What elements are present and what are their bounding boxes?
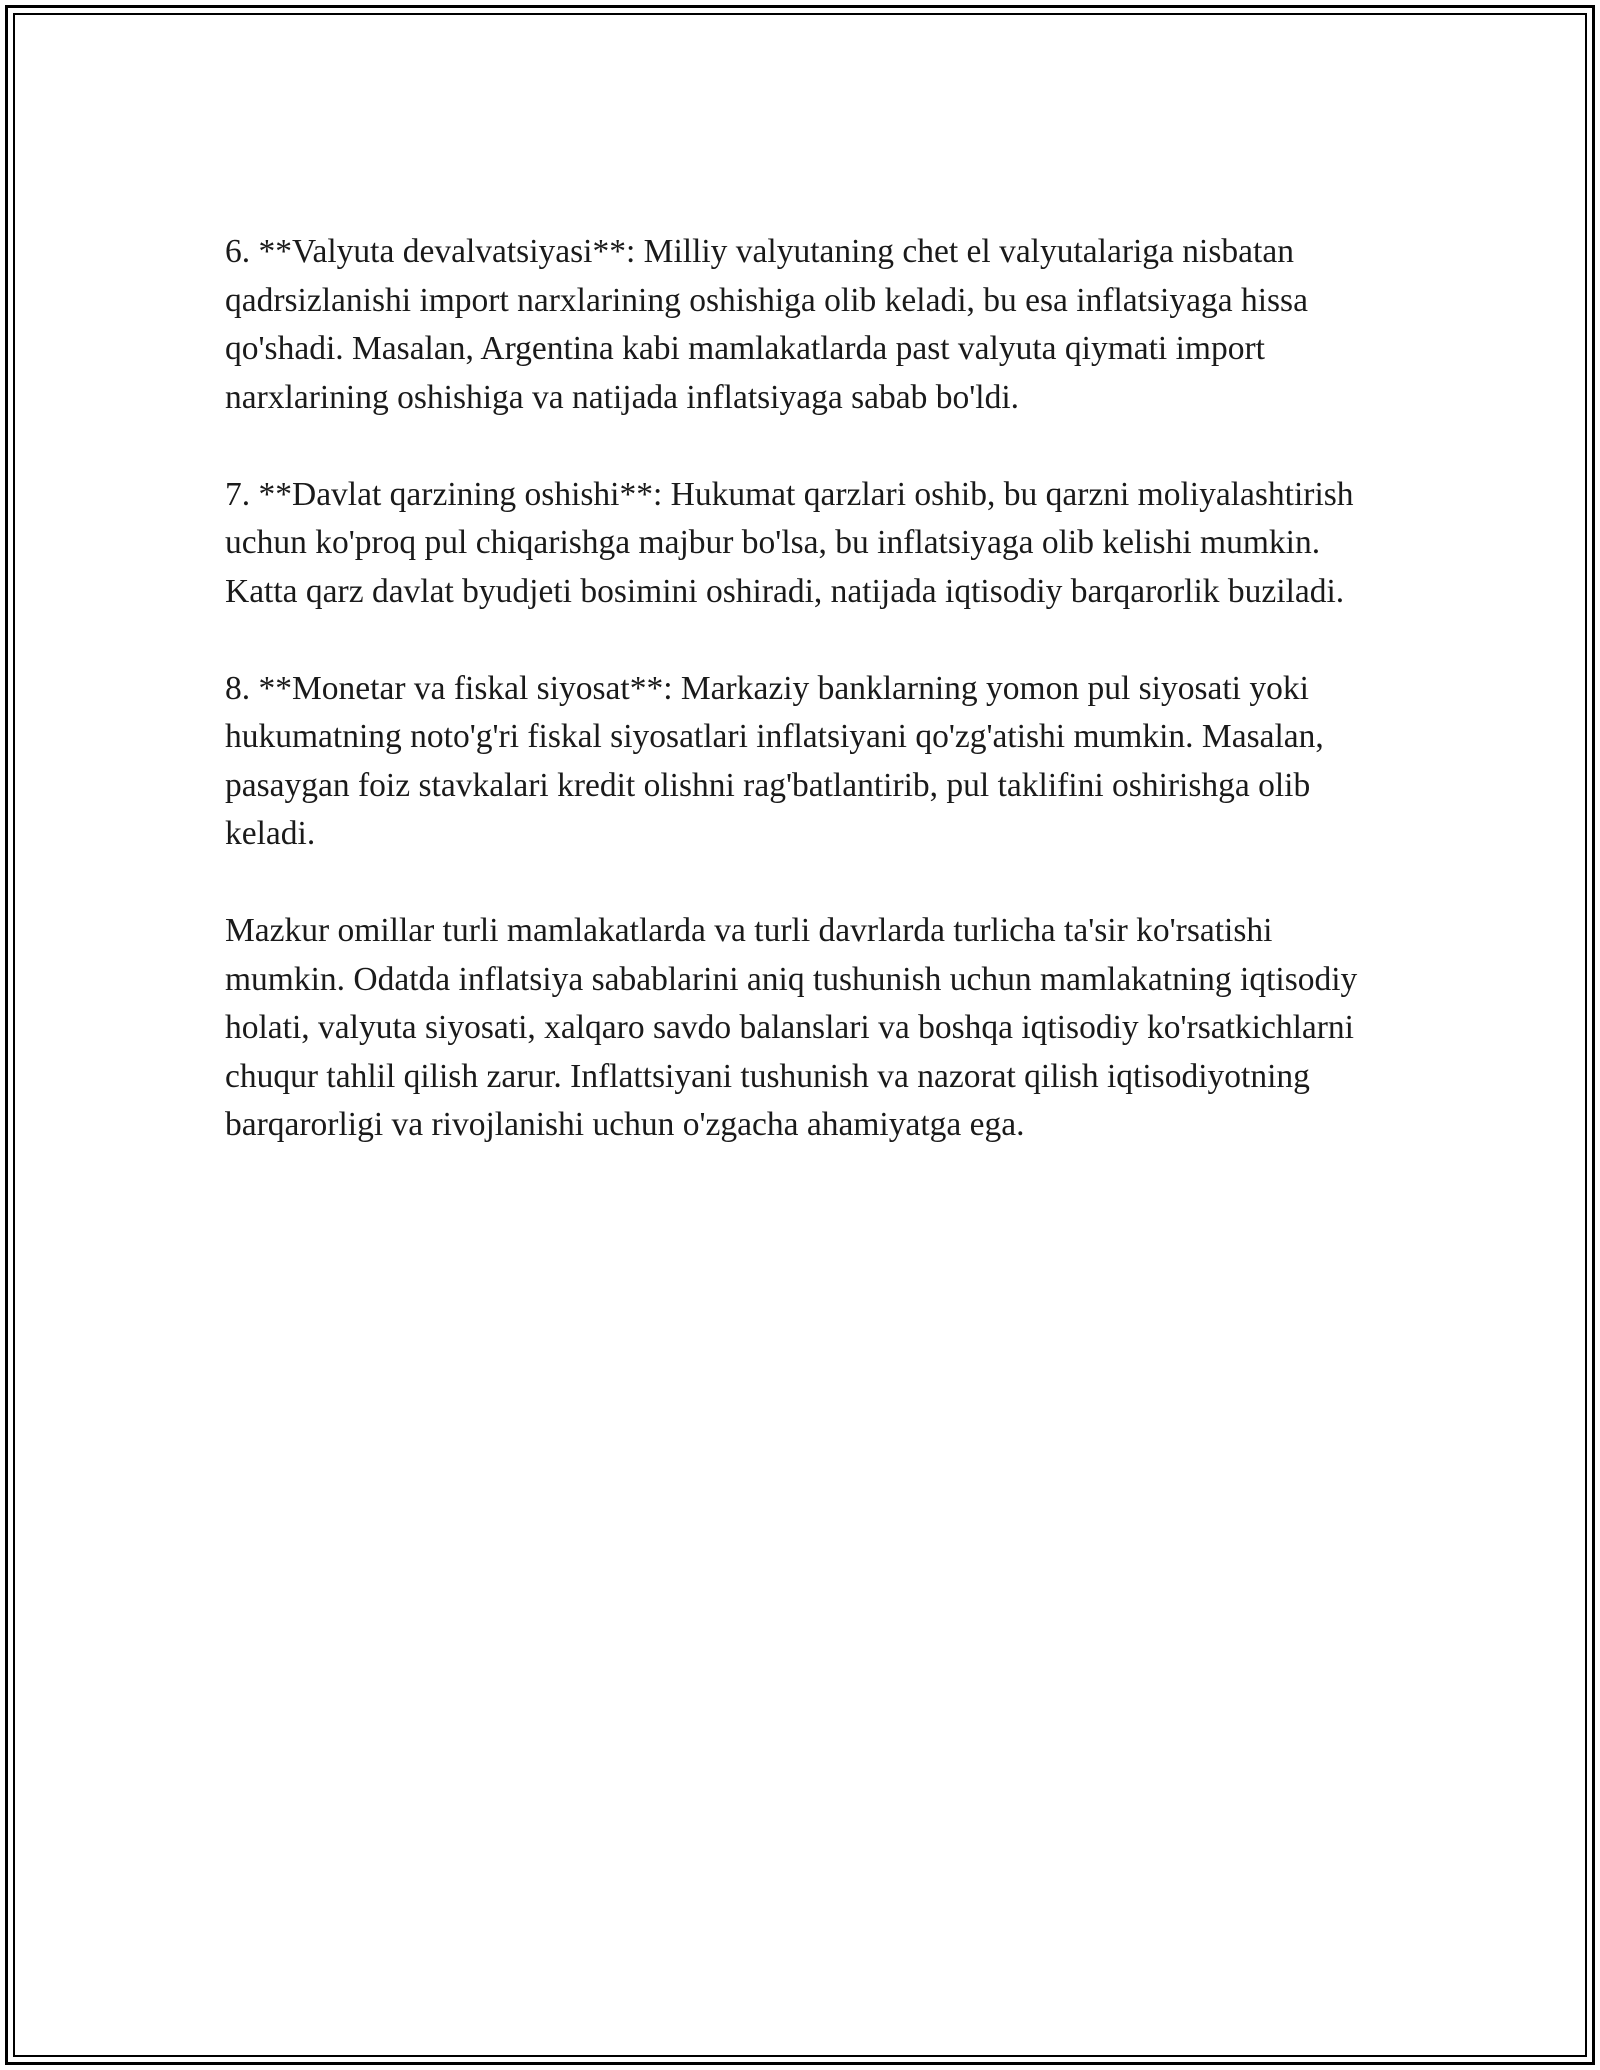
paragraph-conclusion: Mazkur omillar turli mamlakatlarda va turli davrlarda turlicha ta'sir ko'rsatishi mumkin. Odatda inflatsiya sabablarini aniq tushunish uchun mamlakatning iqtisodiy holati, valyuta siyosati, xalqaro savdo balanslari va boshqa iqtisodiy ko'rsatkichlarni chuqur tahlil qilish zarur. Inflattsiyani tushunish va nazorat qilish iqtisodiyotning barqarorligi va rivojlanishi uchun o'zgacha ahamiyatga ega.: [225, 912, 1358, 1143]
paragraph-monetary-fiscal-policy: 8. **Monetar va fiskal siyosat**: Markaziy banklarning yomon pul siyosati yoki hukumatning noto'g'ri fiskal siyosatlari inflatsiyani qo'zg'atishi mumkin. Masalan, pasaygan foiz stavkalari kredit olishni rag'batlantirib, pul taklifini oshirishga olib keladi.: [225, 669, 1324, 852]
document-body: [225, 228, 1385, 1198]
paragraph-currency-devaluation: 6. **Valyuta devalvatsiyasi**: Milliy valyutaning chet el valyutalariga nisbatan qadrsizlanishi import narxlarining oshishiga olib keladi, bu esa inflatsiyaga hissa qo'shadi. Masalan, Argentina kabi mamlakatlarda past valyuta qiymati import narxlarining oshishiga va natijada inflatsiyaga sabab bo'ldi.: [225, 233, 1308, 416]
paragraph-public-debt: 7. **Davlat qarzining oshishi**: Hukumat qarzlari oshib, bu qarzni moliyalashtirish uchun ko'proq pul chiqarishga majbur bo'lsa, bu inflatsiyaga olib kelishi mumkin. Katta qarz davlat byudjeti bosimini oshiradi, natijada iqtisodiy barqarorlik buziladi.: [225, 475, 1354, 610]
